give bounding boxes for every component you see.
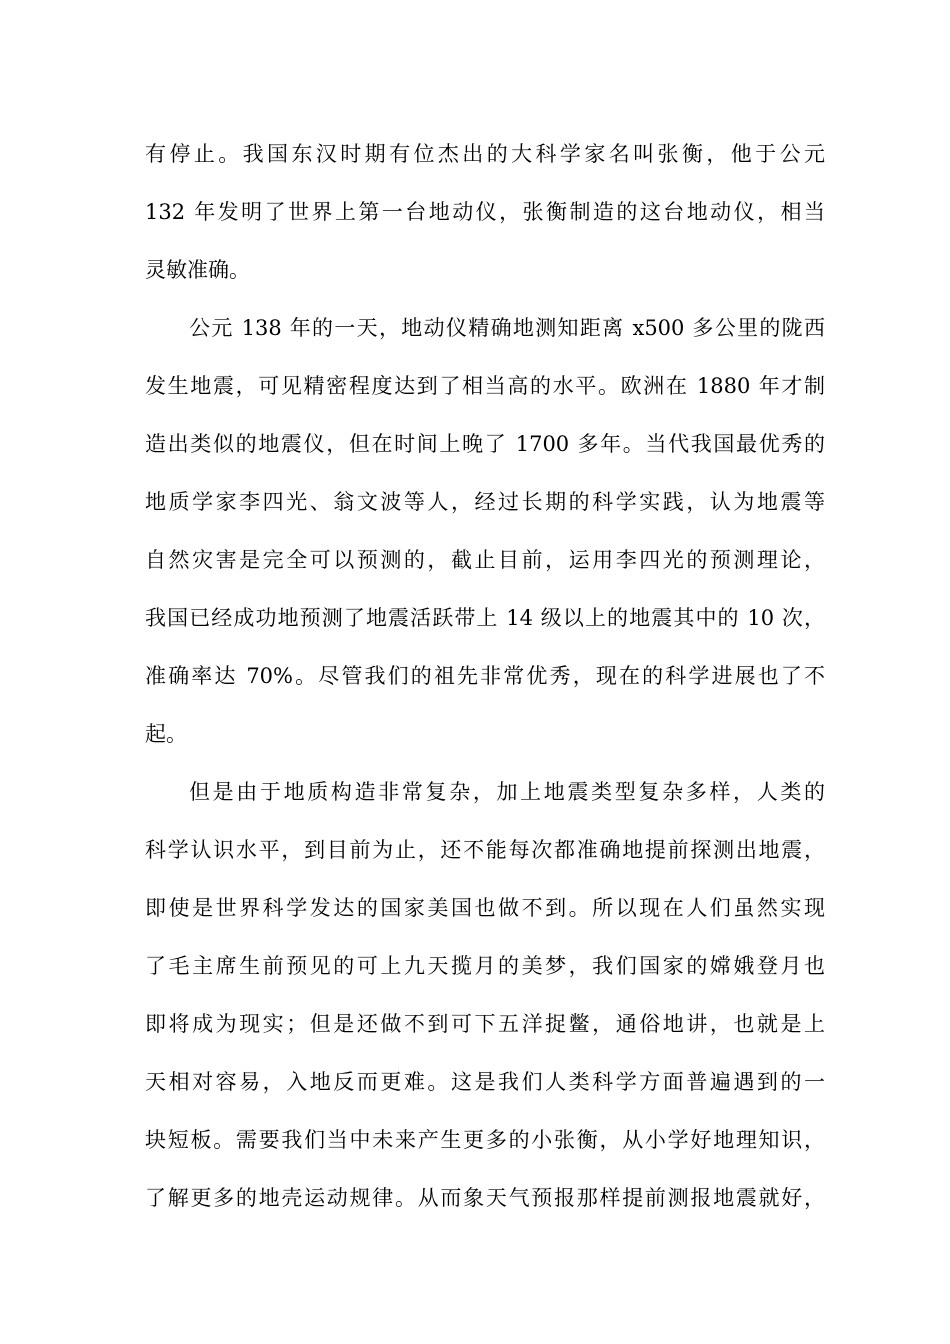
text-line: 即使是世界科学发达的国家美国也做不到。所以现在人们虽然实现: [145, 896, 825, 920]
text-line: 天相对容易，入地反而更难。这是我们人类科学方面普遍遇到的一: [145, 1070, 825, 1094]
text-line: 造出类似的地震仪，但在时间上晚了 1700 多年。当代我国最优秀的: [145, 432, 825, 456]
text-line: 科学认识水平，到目前为止，还不能每次都准确地提前探测出地震，: [145, 838, 825, 862]
paragraph: [145, 299, 825, 763]
text-line: 发生地震，可见精密程度达到了相当高的水平。欧洲在 1880 年才制: [145, 374, 825, 398]
text-line: 了解更多的地壳运动规律。从而象天气预报那样提前测报地震就好，: [145, 1186, 825, 1210]
text-line: 132 年发明了世界上第一台地动仪，张衡制造的这台地动仪，相当: [145, 200, 825, 224]
text-line: 灵敏准确。: [145, 258, 250, 282]
text-line: 但是由于地质构造非常复杂，加上地震类型复杂多样，人类的: [189, 780, 825, 804]
text-line: 自然灾害是完全可以预测的，截止目前，运用李四光的预测理论，: [145, 548, 825, 572]
text-line: 块短板。需要我们当中未来产生更多的小张衡，从小学好地理知识，: [145, 1128, 825, 1152]
text-line: 我国已经成功地预测了地震活跃带上 14 级以上的地震其中的 10 次，: [145, 606, 825, 630]
text-line: 准确率达 70%。尽管我们的祖先非常优秀，现在的科学进展也了不: [145, 664, 825, 688]
text-line: 地质学家李四光、翁文波等人，经过长期的科学实践，认为地震等: [145, 490, 825, 514]
paragraph: [145, 763, 825, 1227]
text-line: 了毛主席生前预见的可上九天揽月的美梦，我们国家的嫦娥登月也: [145, 954, 825, 978]
text-line: 有停止。我国东汉时期有位杰出的大科学家名叫张衡，他于公元: [145, 142, 825, 166]
text-line: 即将成为现实；但是还做不到可下五洋捉鳖，通俗地讲，也就是上: [145, 1012, 825, 1036]
text-line: 起。: [145, 722, 187, 746]
paragraph: [145, 125, 825, 299]
document-body: [145, 125, 825, 1227]
text-line: 公元 138 年的一天，地动仪精确地测知距离 x500 多公里的陇西: [189, 316, 825, 340]
